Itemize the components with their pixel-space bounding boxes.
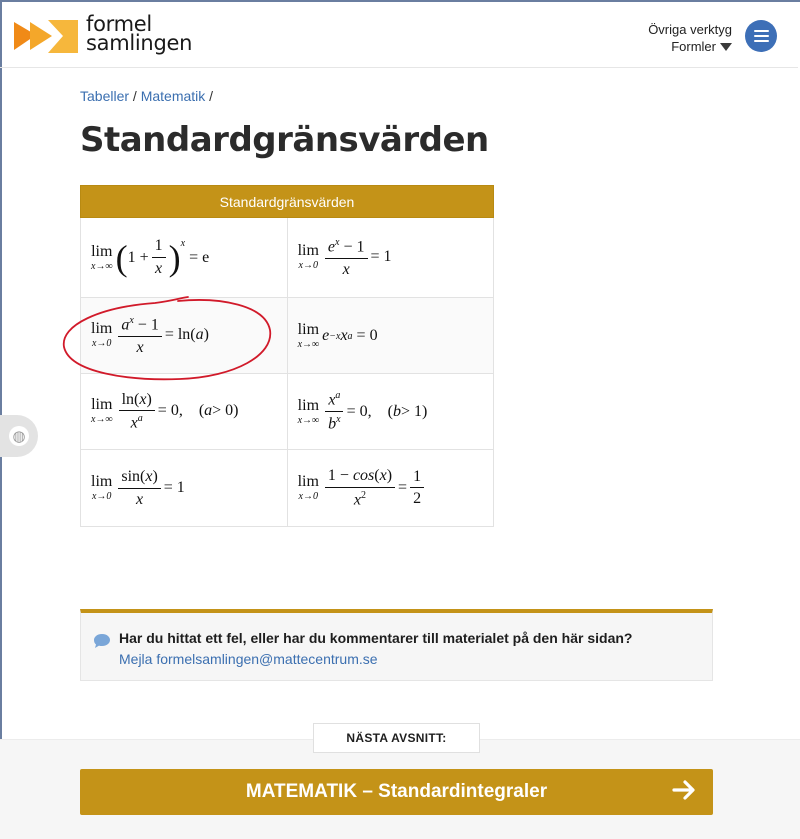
formler-dropdown[interactable] bbox=[671, 38, 732, 55]
tools-menu bbox=[648, 21, 732, 55]
formula-cell: lim x→0 $\frac{\sin(x)}{x}$ = 1 bbox=[81, 450, 288, 527]
formula-cell: lim x→∞ $\frac{x^a}{b^x}$ = 0, ( b > 1) bbox=[287, 374, 493, 450]
breadcrumb-separator: / bbox=[209, 88, 214, 104]
formula-cell: lim x→∞ $\frac{\ln(x)}{x^a}$ = 0, ( a > 0) bbox=[81, 374, 288, 450]
formler-label: Formler bbox=[671, 39, 716, 54]
next-section-label: NÄSTA AVSNITT: bbox=[313, 723, 480, 753]
site-logo[interactable] bbox=[14, 12, 194, 57]
hamburger-icon-bar bbox=[754, 30, 769, 32]
logo-mark-icon bbox=[14, 17, 80, 55]
formula-table bbox=[80, 185, 494, 527]
hamburger-icon-bar bbox=[754, 40, 769, 42]
table-header: Standardgränsvärden bbox=[81, 186, 494, 218]
hamburger-icon-bar bbox=[754, 35, 769, 37]
next-section-button[interactable] bbox=[80, 769, 713, 815]
formula-cell: lim x→∞ e −x x a = 0 bbox=[287, 298, 493, 374]
feedback-question: Har du hittat ett fel, eller har du kommentarer till materialet på den här sidan? bbox=[119, 630, 633, 646]
globe-icon: ◍ bbox=[9, 426, 29, 446]
logo-text-line1: formel bbox=[86, 12, 152, 36]
table-row bbox=[81, 298, 494, 374]
hamburger-menu-button[interactable] bbox=[745, 20, 777, 52]
feedback-box bbox=[80, 609, 713, 681]
table-row bbox=[81, 450, 494, 527]
breadcrumb-link-matematik[interactable]: Matematik bbox=[140, 88, 206, 104]
speech-bubble-icon bbox=[93, 633, 111, 654]
feedback-mail-link[interactable]: Mejla formelsamlingen@mattecentrum.se bbox=[119, 651, 378, 667]
table-row bbox=[81, 218, 494, 298]
arrow-right-icon bbox=[672, 779, 696, 808]
logo-text bbox=[86, 12, 193, 55]
table-row bbox=[81, 374, 494, 450]
formula-cell: lim x→0 $\frac{e^x - 1}{x}$ = 1 bbox=[287, 218, 493, 298]
formula-cell: lim x→0 $\frac{1 - \cos(x)}{x^2}$ = $\frac{1}{2}$ bbox=[287, 450, 493, 527]
breadcrumb-link-tabeller[interactable]: Tabeller bbox=[80, 88, 130, 104]
logo-text-line2: samlingen bbox=[86, 31, 193, 55]
formula-cell: lim x→∞ ( 1 + $\frac{1}{x}$ ) $^x$ = e bbox=[81, 218, 288, 298]
site-header bbox=[0, 0, 798, 68]
next-section-button-label: MATEMATIK – Standardintegraler bbox=[245, 781, 548, 802]
formula-cell: lim x→0 $\frac{a^x - 1}{x}$ = ln( a ) bbox=[81, 298, 288, 374]
tools-label[interactable]: Övriga verktyg bbox=[648, 22, 732, 37]
breadcrumb-separator: / bbox=[132, 88, 137, 104]
page-title: Standardgränsvärden bbox=[80, 120, 489, 160]
caret-down-icon bbox=[720, 43, 732, 51]
breadcrumb bbox=[80, 88, 213, 104]
